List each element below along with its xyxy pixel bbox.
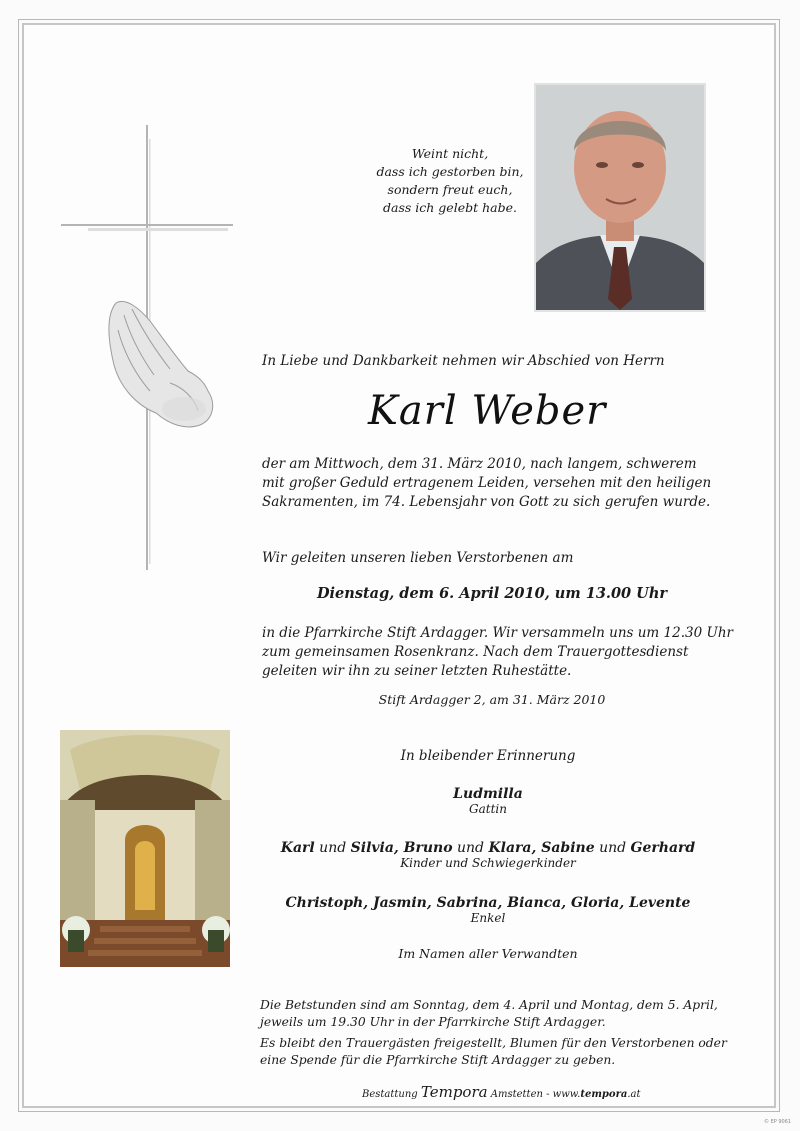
text-line: mit großer Geduld ertragenem Leiden, versehen mit den heiligen [262, 475, 712, 491]
wife-block [262, 786, 714, 816]
connector: und [314, 840, 351, 856]
footer-brand-url: tempora [580, 1089, 628, 1100]
text-line: Sakramenten, im 74. Lebensjahr von Gott zu sich gerufen wurde. [262, 494, 711, 510]
donation-text [260, 1035, 727, 1069]
escort-text: Wir geleiten unseren lieben Verstorbenen am [262, 550, 574, 566]
text-line: geleiten wir ihn zu seiner letzten Ruhestätte. [262, 663, 572, 679]
ceremony-text [262, 624, 733, 681]
poem [360, 145, 540, 217]
child-name: Karl [280, 840, 315, 856]
text-line: der am Mittwoch, dem 31. März 2010, nach langem, schwerem [262, 456, 697, 472]
text-line: zum gemeinsamen Rosenkranz. Nach dem Trauergottesdienst [262, 644, 689, 660]
prayer-text [260, 997, 718, 1031]
wife-name: Ludmilla [453, 786, 523, 802]
grandchildren-names: Christoph, Jasmin, Sabrina, Bianca, Gloria, Levente [285, 895, 691, 911]
intro-text: In Liebe und Dankbarkeit nehmen wir Abschied von Herrn [262, 353, 665, 369]
text-line: Die Betstunden sind am Sonntag, dem 4. April und Montag, dem 5. April, [260, 998, 718, 1012]
children-names [262, 840, 714, 856]
connector: und [594, 840, 631, 856]
text-line: Es bleibt den Trauergästen freigestellt, Blumen für den Verstorbenen oder [260, 1036, 727, 1050]
deceased-name: Karl Weber [368, 388, 607, 434]
copyright-text: © EP 9061 [764, 1119, 792, 1125]
text-line: jeweils um 19.30 Uhr in der Pfarrkirche Stift Ardagger. [260, 1015, 606, 1029]
wife-role: Gattin [469, 802, 507, 816]
connector: und [452, 840, 489, 856]
poem-line: sondern freut euch, [387, 182, 513, 197]
text-line: in die Pfarrkirche Stift Ardagger. Wir versammeln uns um 12.30 Uhr [262, 625, 733, 641]
funeral-date: Dienstag, dem 6. April 2010, um 13.00 Uhr [316, 585, 668, 602]
portrait-photo [534, 83, 706, 312]
place-date: Stift Ardagger 2, am 31. März 2010 [378, 692, 606, 707]
poem-line: Weint nicht, [411, 146, 489, 161]
church-interior-photo [60, 730, 230, 967]
cross-with-praying-hands-icon [58, 125, 238, 575]
footer-brand: Tempora [420, 1083, 488, 1101]
relatives-text: Im Namen aller Verwandten [398, 946, 578, 961]
poem-line: dass ich gelebt habe. [383, 200, 517, 215]
children-block [262, 840, 714, 870]
child-name: Gerhard [630, 840, 696, 856]
death-text [262, 455, 711, 512]
footer-credit [362, 1083, 641, 1101]
children-role: Kinder und Schwiegerkinder [400, 856, 576, 870]
child-name: Silvia, Bruno [350, 840, 453, 856]
child-name: Klara, Sabine [488, 840, 595, 856]
grandchildren-block [262, 895, 714, 925]
poem-line: dass ich gestorben bin, [376, 164, 524, 179]
text-line: eine Spende für die Pfarrkirche Stift Ardagger zu geben. [260, 1053, 616, 1067]
grandchildren-role: Enkel [470, 911, 506, 925]
footer-prefix: Bestattung [362, 1089, 418, 1100]
remembrance-heading: In bleibender Erinnerung [400, 748, 576, 764]
footer-suffix: .at [627, 1089, 641, 1100]
footer-middle: Amstetten - www. [487, 1089, 581, 1100]
